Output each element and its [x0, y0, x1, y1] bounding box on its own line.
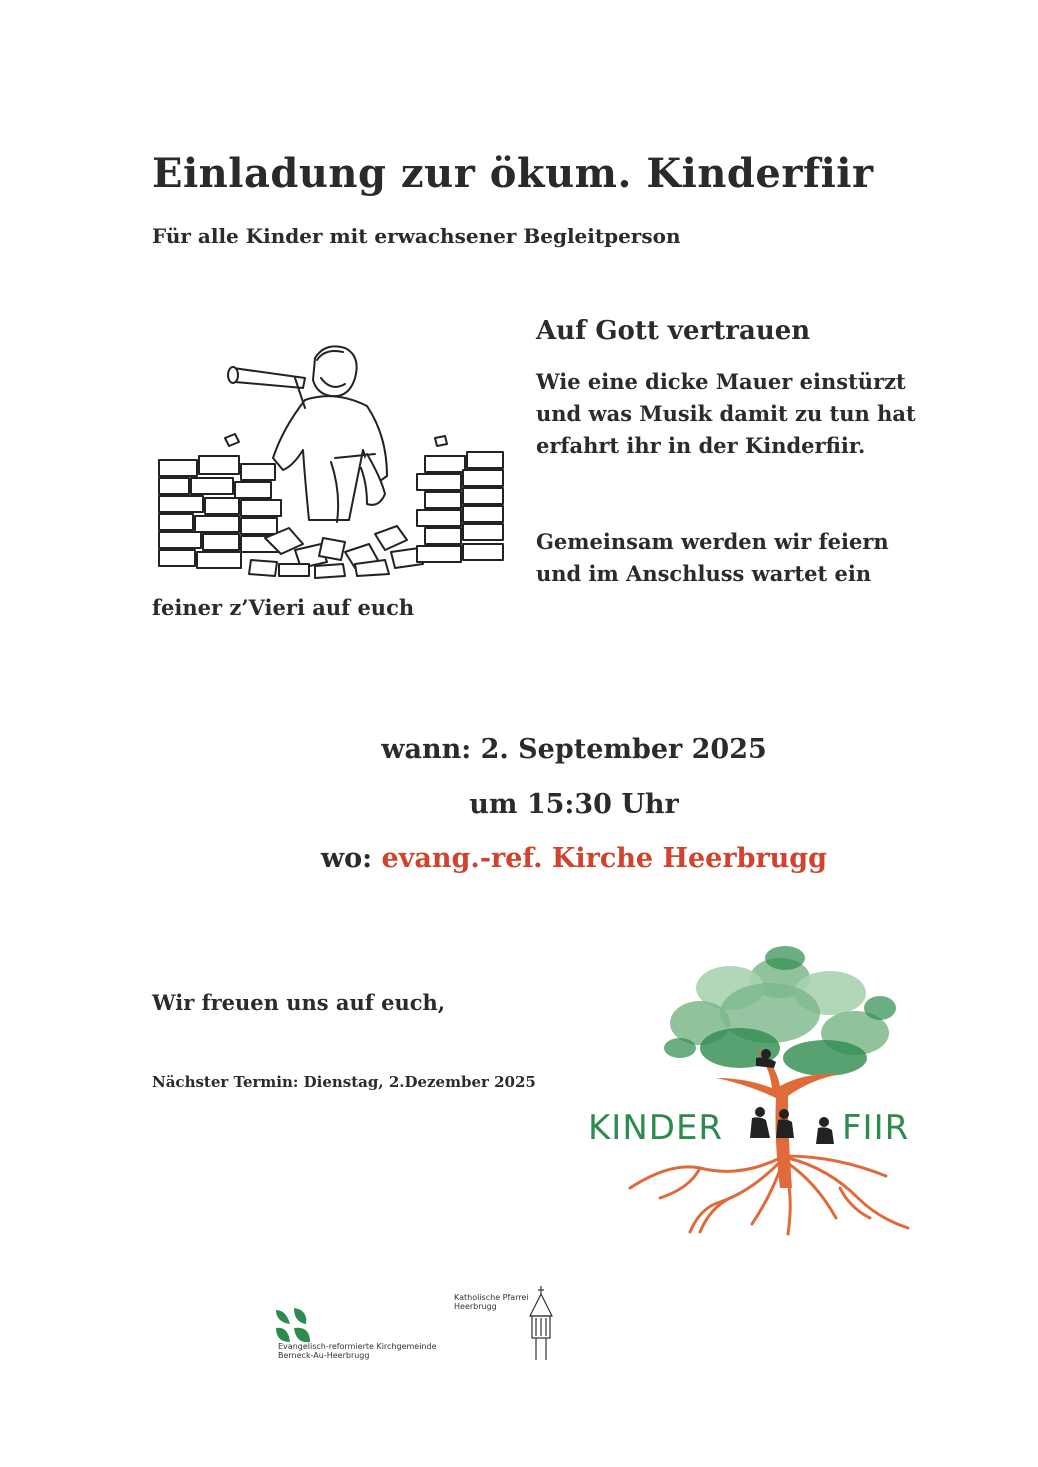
location-place: evang.-ref. Kirche Heerbrugg — [381, 843, 828, 874]
reformed-church-logo-text — [278, 1342, 437, 1360]
kinderfiir-logo-left-text: KINDER — [588, 1108, 724, 1148]
community-line: Gemeinsam werden wir feiern — [536, 529, 889, 554]
page-subtitle: Für alle Kinder mit erwachsener Begleitperson — [152, 224, 681, 248]
community-text-continued: feiner z’Vieri auf euch — [152, 595, 415, 620]
catholic-parish-logo-text — [454, 1293, 529, 1311]
logo-line: Berneck-Au-Heerbrugg — [278, 1351, 370, 1360]
description-line: erfahrt ihr in der Kinderfiir. — [536, 433, 866, 458]
logo-line: Heerbrugg — [454, 1302, 497, 1311]
event-time: um 15:30 Uhr — [469, 789, 679, 820]
theme-heading: Auf Gott vertrauen — [536, 316, 811, 346]
kinderfiir-logo-right-text: FIIR — [842, 1108, 910, 1148]
community-line: und im Anschluss wartet ein — [536, 561, 872, 586]
church-tower-icon — [524, 1286, 558, 1364]
horn-wall-illustration-icon — [155, 338, 507, 580]
event-date: wann: 2. September 2025 — [381, 734, 767, 765]
community-text — [536, 526, 889, 590]
event-location — [0, 843, 1038, 874]
description-line: Wie eine dicke Mauer einstürzt — [536, 369, 906, 394]
next-date-text: Nächster Termin: Dienstag, 2.Dezember 2025 — [152, 1073, 536, 1091]
description-line: und was Musik damit zu tun hat — [536, 401, 916, 426]
logo-line: Evangelisch-reformierte Kirchgemeinde — [278, 1342, 437, 1351]
kinderfiir-tree-logo-icon — [580, 938, 925, 1243]
description-text — [536, 366, 916, 462]
page-title: Einladung zur ökum. Kinderfiir — [152, 150, 874, 197]
location-label: wo: — [320, 843, 382, 874]
green-cross-leaf-icon — [274, 1308, 312, 1344]
greeting-text: Wir freuen uns auf euch, — [152, 990, 446, 1015]
logo-line: Katholische Pfarrei — [454, 1293, 529, 1302]
